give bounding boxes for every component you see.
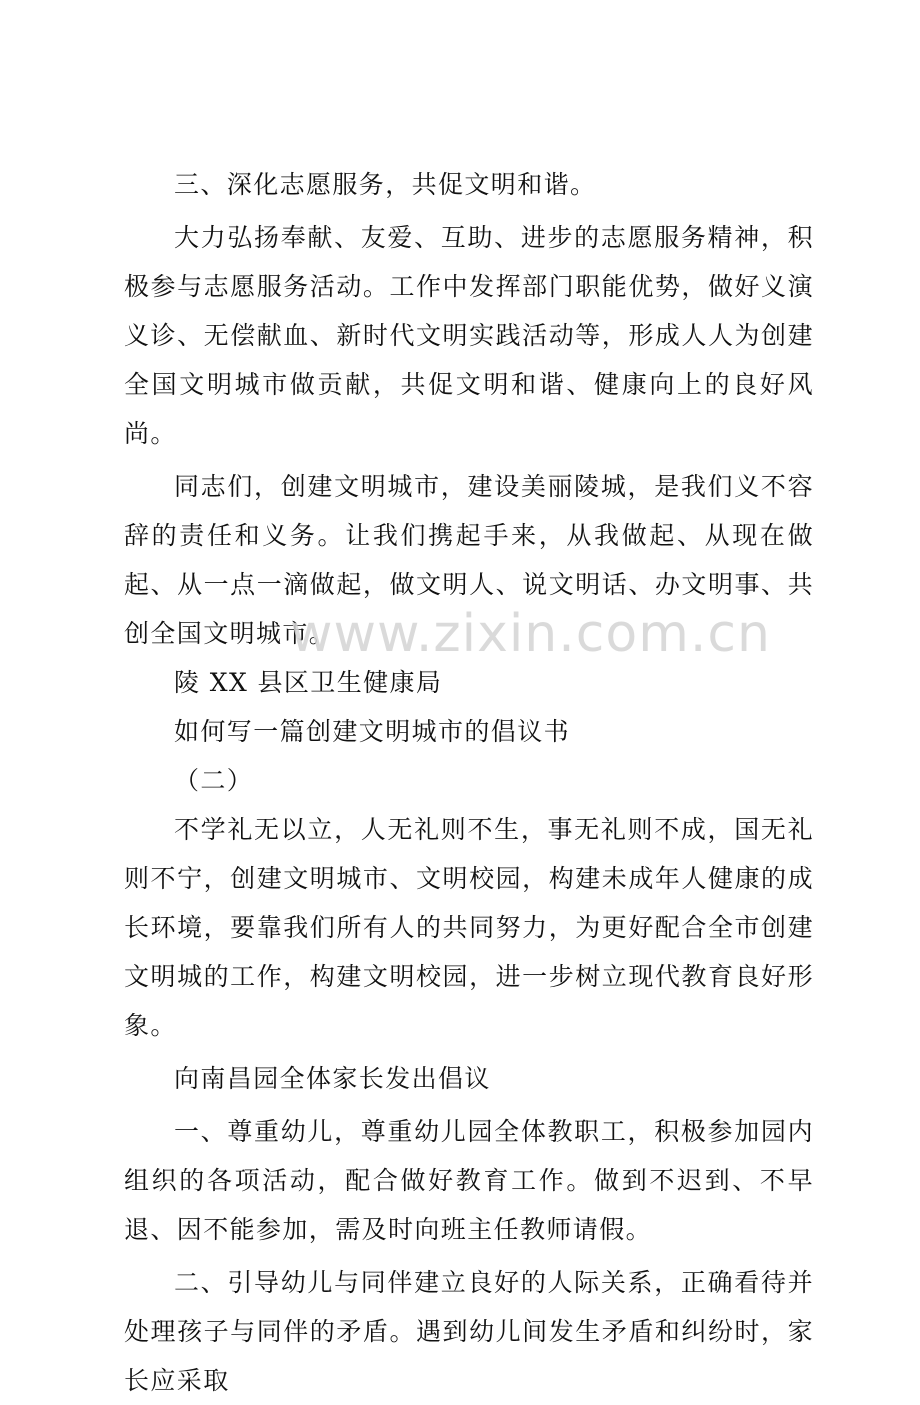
paragraph-item-one: 一、尊重幼儿，尊重幼儿园全体教职工，积极参加园内组织的各项活动，配合做好教育工作。做到不迟到、不早退、因不能参加，需及时向班主任教师请假。 [124,1117,814,1244]
paragraph-item-two: 二、引导幼儿与同伴建立良好的人际关系，正确看待并处理孩子与同伴的矛盾。遇到幼儿间发生矛盾和纠纷时，家长应采取 [124,1268,814,1395]
article-title: 如何写一篇创建文明城市的倡议书 [174,717,571,746]
signature-organization: 陵 XX 县区卫生健康局 [174,668,443,697]
paragraph-parents-initiative: 向南昌园全体家长发出倡议 [174,1064,491,1093]
paragraph-closing-call: 同志们，创建文明城市，建设美丽陵城，是我们义不容辞的责任和义务。让我们携起手来，从我做起、从现在做起、从一点一滴做起，做文明人、说文明话、办文明事、共创全国文明城市。 [124,472,814,648]
document-body [124,160,814,1405]
section-number-two: （二） [174,766,254,795]
paragraph-volunteer-service: 大力弘扬奉献、友爱、互助、进步的志愿服务精神，积极参与志愿服务活动。工作中发挥部门职能优势，做好义演义诊、无偿献血、新时代文明实践活动等，形成人人为创建全国文明城市做贡献，共促文明和谐、健康向上的良好风尚。 [124,223,814,448]
section-heading-three: 三、深化志愿服务，共促文明和谐。 [174,170,597,199]
watermark: www.zixin.com.cn [290,604,771,664]
paragraph-etiquette: 不学礼无以立，人无礼则不生，事无礼则不成，国无礼则不宁，创建文明城市、文明校园，构建未成年人健康的成长环境，要靠我们所有人的共同努力，为更好配合全市创建文明城的工作，构建文明校园，进一步树立现代教育良好形象。 [124,815,814,1040]
